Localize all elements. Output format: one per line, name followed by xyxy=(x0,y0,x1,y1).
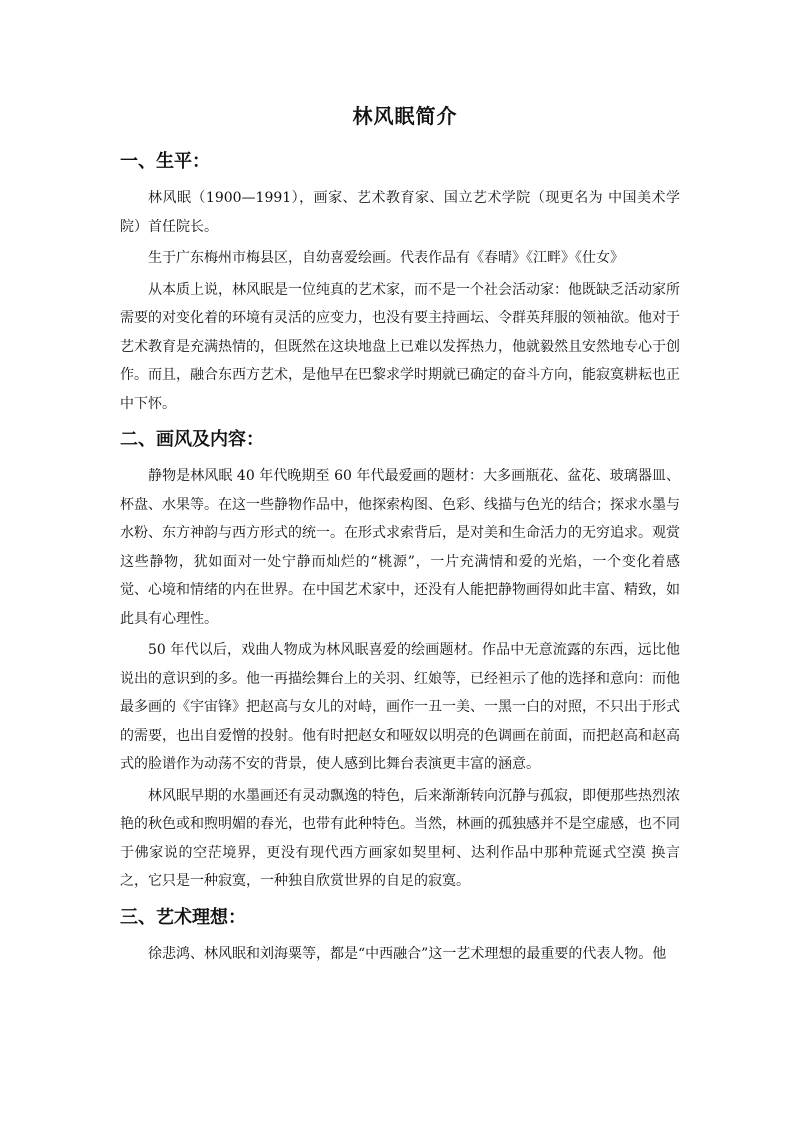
paragraph: 50 年代以后，戏曲人物成为林风眠喜爱的绘画题材。作品中无意流露的东西，远比他说出的意识到的多。他一再描绘舞台上的关羽、红娘等，已经袒示了他的选择和意向：而他最多画的《宇宙锋》把赵高与女儿的对峙，画作一丑一美、一黑一白的对照，不只出于形式的需要，也出自爱憎的投射。他有时把赵女和哑奴以明亮的色调画在前面，而把赵高和赵高式的脸谱作为动荡不安的背景，使人感到比舞台表演更丰富的涵意。 xyxy=(120,642,680,772)
paragraph: 林风眠早期的水墨画还有灵动飘逸的特色，后来渐渐转向沉静与孤寂，即便那些热烈浓艳的秋色或和煦明媚的春光，也带有此种特色。当然，林画的孤独感并不是空虚感，也不同于佛家说的空茫境界，更没有现代西方画家如契里柯、达利作品中那种荒诞式空漠 换言之，它只是一种寂寞，一种独自欣赏世界的自足的寂寞。 xyxy=(120,787,680,889)
paragraph: 林风眠（1900—1991），画家、艺术教育家、国立艺术学院（现更名为 中国美术学院）首任院长。 xyxy=(120,190,680,235)
section-heading-biography: 一、生平： xyxy=(120,151,210,172)
document-title: 林风眠简介 xyxy=(352,104,458,128)
section-biography xyxy=(120,146,680,418)
paragraph: 从本质上说，林风眠是一位纯真的艺术家，而不是一个社会活动家：他既缺乏活动家所需要的对变化着的环境有灵活的应变力，也没有要主持画坛、令群英拜服的领袖欲。他对于艺术教育是充满热情的，但既然在这块地盘上已难以发挥热力，他就毅然且安然地专心于创作。而且，融合东西方艺术，是他早在巴黎求学时期就已确定的奋斗方向，能寂寞耕耘也正中下怀。 xyxy=(120,281,680,412)
section-style-content xyxy=(120,424,680,896)
section-artistic-ideal xyxy=(120,902,680,969)
paragraph: 徐悲鸿、林风眠和刘海粟等，都是“中西融合”这一艺术理想的最重要的代表人物。他 xyxy=(148,945,667,962)
paragraph: 生于广东梅州市梅县区，自幼喜爱绘画。代表作品有《春晴》《江畔》《仕女》 xyxy=(148,250,624,266)
document-body xyxy=(120,100,680,968)
section-heading-style-content: 二、画风及内容： xyxy=(120,429,264,450)
paragraph: 静物是林风眠 40 年代晚期至 60 年代最爱画的题材：大多画瓶花、盆花、玻璃器皿、杯盘、水果等。在这一些静物作品中，他探索构图、色彩、线描与色光的结合；探求水墨与水粉、东方神韵与西方形式的统一。在形式求索背后，是对美和生命活力的无穷追求。观赏这些静物，犹如面对一处宁静而灿烂的“桃源”，一片充满情和爱的光焰，一个变化着感觉、心境和情绪的内在世界。在中国艺术家中，还没有人能把静物画得如此丰富、精致，如此具有心理性。 xyxy=(120,468,680,627)
section-heading-artistic-ideal: 三、艺术理想： xyxy=(120,906,246,928)
